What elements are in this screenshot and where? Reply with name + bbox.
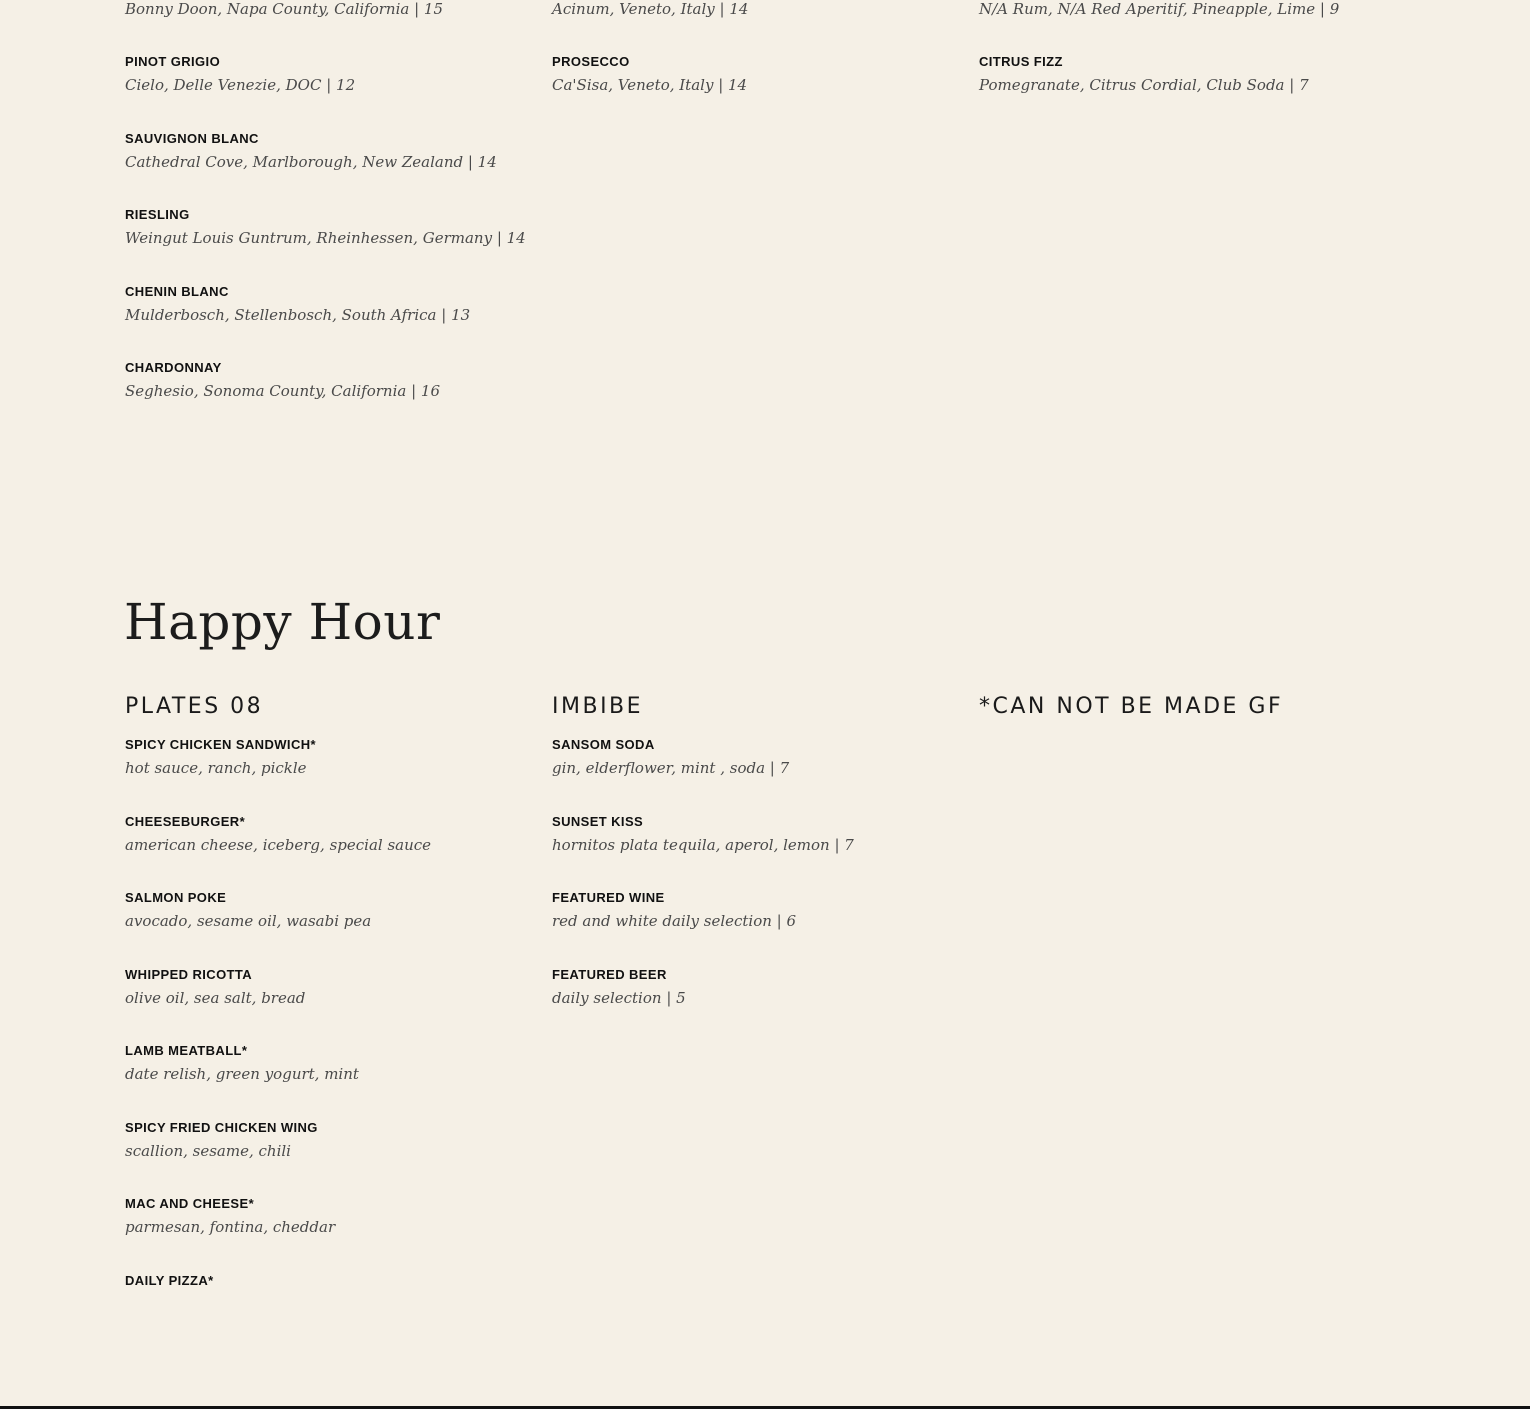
- menu-item-description: Bonny Doon, Napa County, California | 15: [125, 0, 444, 18]
- menu-item-name: SPICY CHICKEN SANDWICH*: [125, 737, 316, 752]
- menu-item-description: Ca'Sisa, Veneto, Italy | 14: [552, 76, 748, 94]
- menu-item-description: hornitos plata tequila, aperol, lemon | 7: [552, 835, 854, 854]
- menu-item: [125, 1273, 545, 1350]
- menu-item-name: DAILY PIZZA*: [125, 1272, 214, 1288]
- menu-item-name: MAC AND CHEESE*: [125, 1196, 255, 1211]
- menu-item: [125, 1196, 545, 1273]
- menu-item-name: SPICY FRIED CHICKEN WING: [125, 1119, 318, 1135]
- menu-item-name: SANSOM SODA: [552, 737, 655, 752]
- menu-item-description: Pomegranate, Citrus Cordial, Club Soda | 7: [979, 76, 1309, 94]
- gf-note-column: [979, 693, 1399, 737]
- column-header-imbibe: IMBIBE: [552, 694, 644, 719]
- menu-item-name: CHENIN BLANC: [125, 283, 229, 299]
- menu-item: [552, 737, 972, 814]
- menu-item: [125, 131, 545, 208]
- menu-item-description: avocado, sesame oil, wasabi pea: [125, 912, 372, 930]
- wine-column-1: [125, 0, 545, 437]
- menu-item-name: FEATURED WINE: [552, 890, 665, 905]
- menu-item-description: scallion, sesame, chili: [125, 1141, 291, 1160]
- wine-column-2: [552, 0, 972, 131]
- menu-item-description: Acinum, Veneto, Italy | 14: [552, 0, 749, 18]
- menu-item: [125, 0, 545, 54]
- column-header-gf-note: *CAN NOT BE MADE GF: [979, 694, 1284, 719]
- menu-item-name: PROSECCO: [552, 54, 630, 69]
- menu-item: [125, 360, 545, 437]
- menu-item-description: american cheese, iceberg, special sauce: [125, 835, 432, 854]
- menu-item-description: Cielo, Delle Venezie, DOC | 12: [125, 76, 356, 94]
- menu-item: [125, 967, 545, 1044]
- menu-item-name: SUNSET KISS: [552, 813, 644, 829]
- menu-item-name: PINOT GRIGIO: [125, 54, 221, 69]
- imbibe-column: [552, 693, 972, 1043]
- menu-item-description: hot sauce, ranch, pickle: [125, 759, 307, 777]
- menu-item-name: LAMB MEATBALL*: [125, 1043, 248, 1058]
- wine-column-3: [979, 0, 1399, 131]
- menu-item-description: date relish, green yogurt, mint: [125, 1065, 359, 1083]
- menu-item: [552, 0, 972, 54]
- menu-item: [125, 1120, 545, 1197]
- menu-item-name: RIESLING: [125, 207, 190, 222]
- column-header-plates: PLATES 08: [125, 694, 264, 719]
- menu-item: [125, 814, 545, 891]
- menu-item-description: olive oil, sea salt, bread: [125, 988, 306, 1007]
- menu-item-name: WHIPPED RICOTTA: [125, 966, 253, 982]
- menu-item-description: Cathedral Cove, Marlborough, New Zealand | 14: [125, 152, 497, 171]
- menu-item: [125, 207, 545, 284]
- menu-item: [125, 890, 545, 967]
- menu-item: [979, 54, 1399, 131]
- menu-item-description: gin, elderflower, mint , soda | 7: [552, 759, 790, 777]
- menu-item-description: N/A Rum, N/A Red Aperitif, Pineapple, Lime | 9: [979, 0, 1340, 18]
- menu-item-name: FEATURED BEER: [552, 966, 667, 982]
- menu-item: [125, 54, 545, 131]
- section-title-happy-hour: Happy Hour: [124, 593, 441, 651]
- menu-item-description: red and white daily selection | 6: [552, 912, 797, 930]
- menu-item: [125, 737, 545, 814]
- menu-item: [125, 284, 545, 361]
- menu-item: [552, 967, 972, 1044]
- menu-item-name: SAUVIGNON BLANC: [125, 130, 259, 146]
- menu-item-description: Mulderbosch, Stellenbosch, South Africa | 13: [125, 305, 471, 324]
- menu-item-description: parmesan, fontina, cheddar: [125, 1218, 336, 1236]
- plates-column: [125, 693, 545, 1349]
- menu-item-description: Weingut Louis Guntrum, Rheinhessen, Germany | 14: [125, 229, 526, 247]
- menu-item-name: CHEESEBURGER*: [125, 813, 246, 829]
- menu-item-name: SALMON POKE: [125, 890, 227, 905]
- menu-item: [552, 54, 972, 131]
- menu-item: [552, 814, 972, 891]
- menu-item: [552, 890, 972, 967]
- menu-item-name: CITRUS FIZZ: [979, 54, 1063, 69]
- menu-item-description: daily selection | 5: [552, 988, 686, 1007]
- menu-item-name: CHARDONNAY: [125, 360, 222, 375]
- menu-item: [125, 1043, 545, 1120]
- menu-item-description: Seghesio, Sonoma County, California | 16: [125, 382, 441, 400]
- menu-item: [979, 0, 1399, 54]
